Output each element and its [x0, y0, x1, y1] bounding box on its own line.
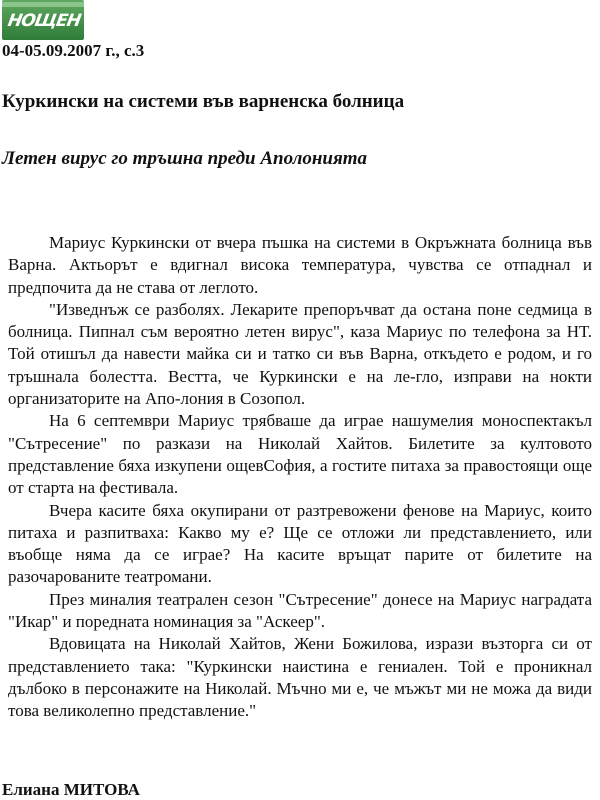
paragraph: Вчера касите бяха окупирани от разтревожени фенове на Мариус, които питаха и разпитваха: Какво му е? Ще се отложи ли представлението, или въобще няма да се играе? На касите връщат парите от билетите на разочарованите театромани. [8, 500, 592, 587]
paragraph: Мариус Куркински от вчера пъшка на системи в Окръжната болница във Варна. Актьорът е вдигнал висока температура, чувства се отпаднал и предпочита да не става от леглото. [8, 233, 592, 297]
paragraph: Вдовицата на Николай Хайтов, Жени Божилова, изрази възторга си от представлението така: "Куркински наистина е гениален. Той е проникнал дълбоко в персонажите на Николай. Мъчно ми е, че мъжът ми не можа да види това великолепно представление." [8, 634, 592, 721]
author-byline: Елиана МИТОВА [2, 780, 140, 799]
article-title: Куркински на системи във варненска болница [2, 91, 405, 112]
article-subtitle: Летен вирус го тръшна преди Аполонията [2, 148, 368, 169]
date-line: 04-05.09.2007 г., с.3 [2, 41, 145, 60]
paragraph: През миналия театрален сезон "Сътресение" донесе на Мариус наградата "Икар" и поредната номинация за "Аскеер". [8, 589, 592, 632]
paragraph: На 6 септември Мариус трябваше да играе нашумелия моноспектакъл "Сътресение" по разкази на Николай Хайтов. Билетите за култовото представление бяха изкупени ощевСофия, а гостите питаха за правостоящи още от старта на фестивала. [8, 411, 592, 498]
article-body [8, 232, 592, 723]
paragraph: "Изведнъж се разболях. Лекарите препоръчват да остана поне седмица в болница. Пипнал съм вероятно летен вирус", каза Мариус по телефона за НТ. Той отишъл да навести майка си и татко си във Варна, откъдето е родом, и го тръшнала болестта. Вестта, че Куркински е на ле-гло, изправи на нокти организаторите на Апо-лония в Созопол. [8, 299, 592, 409]
newspaper-logo: НОЩЕН [2, 0, 84, 40]
